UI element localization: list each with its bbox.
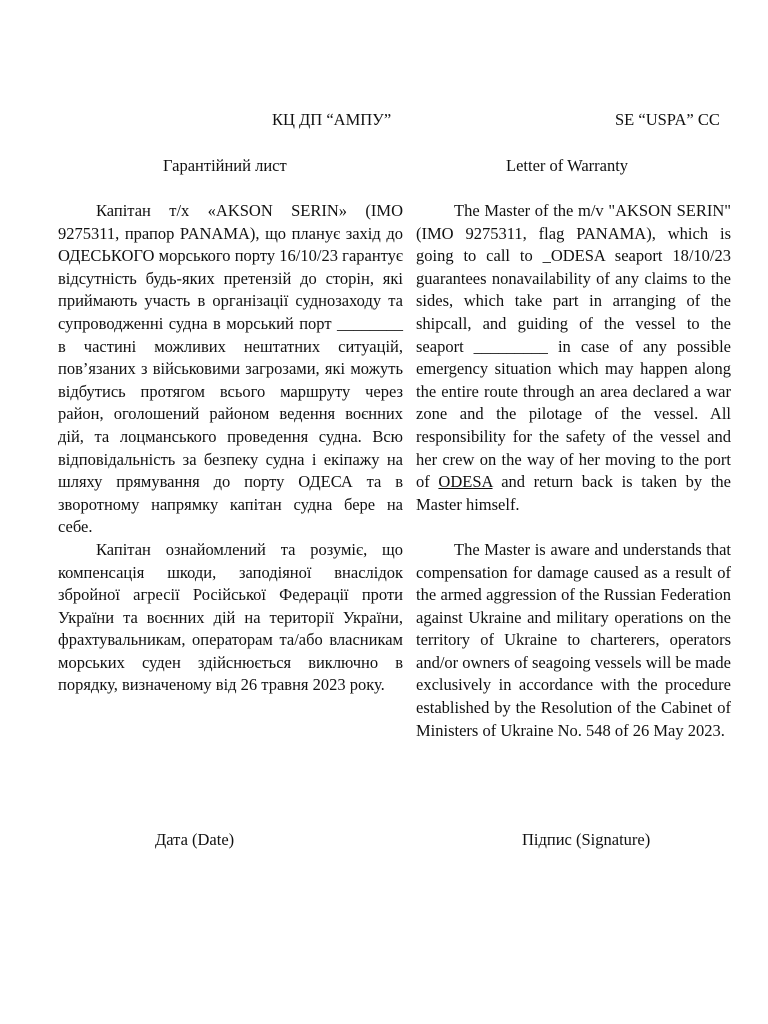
english-paragraph-1-text: The Master of the m/v "AKSON SERIN" (IMO 9275311, flag PANAMA), which is going to call to _ODESA seaport 18/10/23 guarantees nonavailability of any claims to the sides, which take part in arranging of the shipcall, and guiding of the vessel to the seaport _________ in case of any possible emergency situation which may happen along the entire route through an area declared a war zone and the pilotage of the vessel. All responsibility for the safety of the vessel and her crew on the way of her moving to the port of [416,201,731,492]
ukrainian-title: Гарантійний лист [163,156,287,175]
english-paragraph-1 [416,200,731,516]
date-label: Дата (Date) [155,830,235,849]
port-odesa-underlined: ODESA [438,472,493,492]
english-header: SE “USPA” CC [615,110,720,129]
signature-label: Підпис (Signature) [522,830,651,849]
ukrainian-paragraph-2: Капітан ознайомлений та розуміє, що компенсація шкоди, заподіяної внаслідок збройної агресії Російської Федерації проти України та воєнних дій на території України, фрахтувальникам, операторам та/або власникам морських суден здійснюється виключно в порядку, визначеному від 26 травня 2023 року. [58,539,403,695]
english-body [416,200,731,742]
english-title: Letter of Warranty [506,156,629,175]
ukrainian-header: КЦ ДП “АМПУ” [272,110,392,129]
english-paragraph-2: The Master is aware and understands that compensation for damage caused as a result of the armed aggression of the Russian Federation against Ukraine and military operations on the territory of Ukraine to charterers, operators and/or owners of seagoing vessels will be made exclusively in accordance with the procedure established by the Resolution of the Cabinet of Ministers of Ukraine No. 548 of 26 May 2023. [416,539,731,740]
english-paragraph-1-end: and return back is taken by the Master himself. [416,472,731,514]
ukrainian-paragraph-1: Капітан т/х «AKSON SERIN» (IMO 9275311, прапор PANAMA), що планує захід до ОДЕСЬКОГО морського порту 16/10/23 гарантує відсутність будь-яких претензій до сторін, які приймають участь в організації суднозаходу та супроводженні судна в морський порт ________ в частині можливих нештатних ситуацій, пов’язаних з військовими загрозами, які можуть відбутись протягом всього маршруту через район, оголошений районом ведення воєнних дій, та лоцманського проведення судна. Всю відповідальність за безпеку судна і екіпажу на шляху прямування до порту ОДЕСА та в зворотному напрямку капітан судна бере на себе. [58,201,403,537]
ukrainian-body [58,200,403,697]
